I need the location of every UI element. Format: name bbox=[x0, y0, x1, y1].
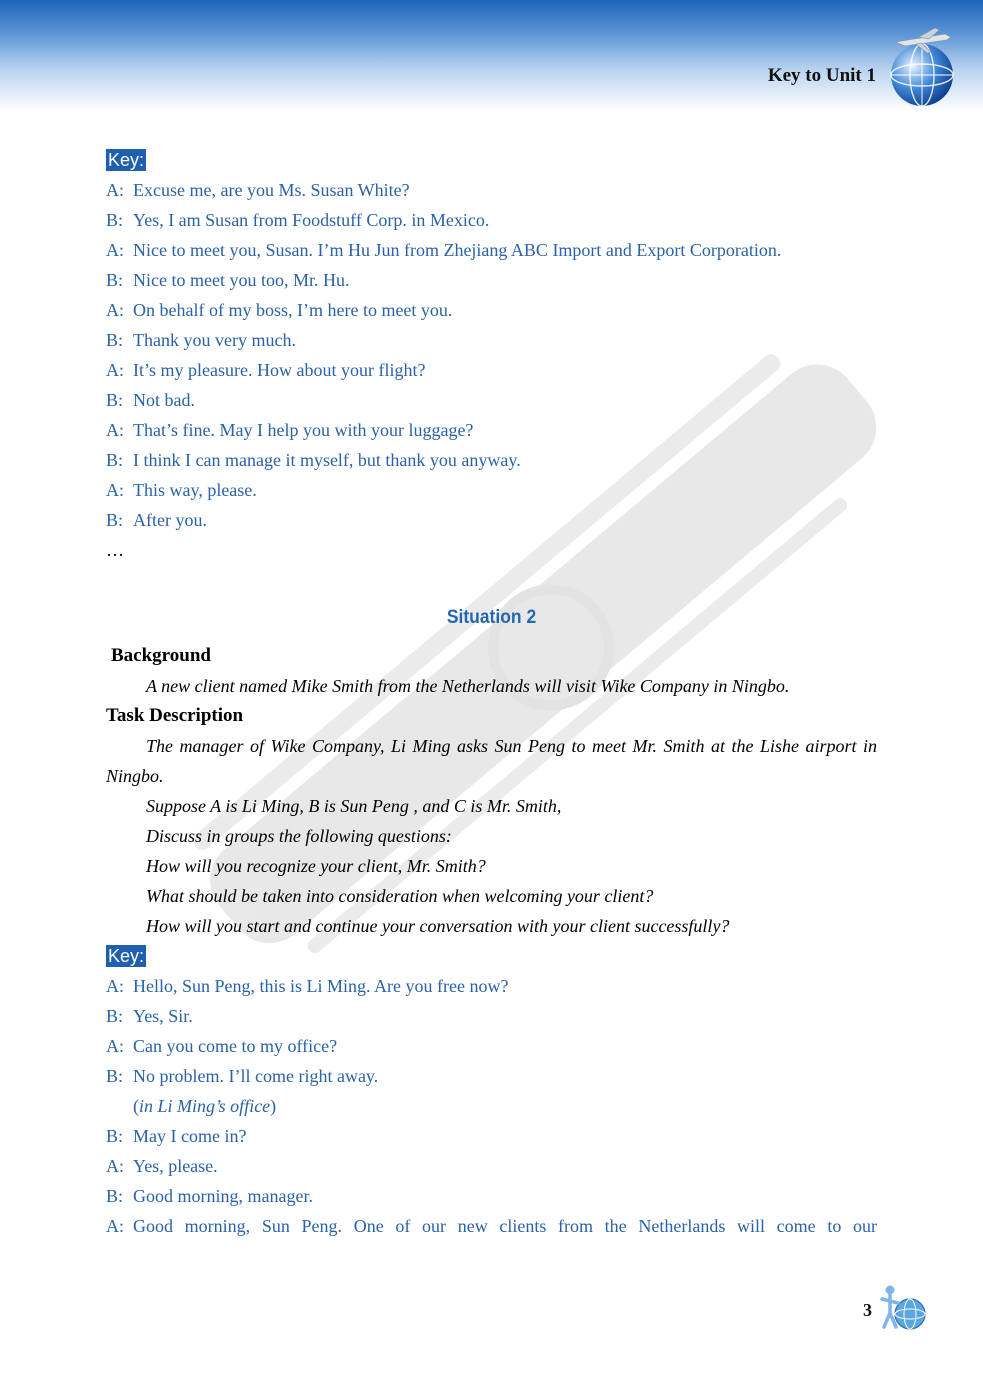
dialogue-line bbox=[106, 325, 877, 355]
speaker-label: B: bbox=[106, 450, 124, 470]
dialogue-text: Nice to meet you too, Mr. Hu. bbox=[133, 270, 350, 290]
background-text: A new client named Mike Smith from the Netherlands will visit Wike Company in Ningbo. bbox=[146, 676, 790, 696]
dialogue-text: Hello, Sun Peng, this is Li Ming. Are you free now? bbox=[133, 976, 509, 996]
situation-heading: Situation 2 bbox=[446, 607, 537, 628]
dialogue-text: Good morning, manager. bbox=[133, 1186, 313, 1206]
question-item: How will you recognize your client, Mr. Smith? bbox=[146, 856, 486, 876]
key-label: Key: bbox=[108, 946, 145, 966]
dialogue-2 bbox=[106, 971, 877, 1241]
dialogue-text: Excuse me, are you Ms. Susan White? bbox=[133, 180, 410, 200]
speaker-label: A: bbox=[106, 360, 124, 380]
key-heading-1 bbox=[106, 145, 877, 175]
question-item: What should be taken into consideration when welcoming your client? bbox=[146, 886, 654, 906]
speaker-label: B: bbox=[106, 1066, 124, 1086]
task-title: Task Description bbox=[106, 705, 244, 726]
dialogue-text: Yes, Sir. bbox=[133, 1006, 193, 1026]
dialogue-text: No problem. I’ll come right away. bbox=[133, 1066, 379, 1086]
speaker-label: A: bbox=[106, 300, 124, 320]
dialogue-text: Not bad. bbox=[133, 390, 195, 410]
dialogue-line bbox=[106, 1061, 877, 1091]
speaker-label: A: bbox=[106, 180, 124, 200]
ellipsis: … bbox=[106, 540, 124, 560]
dialogue-line bbox=[106, 1001, 877, 1031]
dialogue-line bbox=[106, 265, 877, 295]
speaker-label: B: bbox=[106, 390, 124, 410]
dialogue-text: Yes, please. bbox=[133, 1156, 218, 1176]
header-band bbox=[0, 0, 983, 112]
speaker-label: A: bbox=[106, 1156, 124, 1176]
question-item: How will you start and continue your conversation with your client successfully? bbox=[146, 916, 730, 936]
dialogue-line bbox=[106, 1121, 877, 1151]
speaker-label: B: bbox=[106, 1126, 124, 1146]
dialogue-line bbox=[106, 415, 877, 445]
background-title: Background bbox=[111, 645, 211, 666]
dialogue-text: Good morning, Sun Peng. One of our new clients from the Netherlands will come to our bbox=[133, 1216, 877, 1236]
globe-with-airplane-icon bbox=[885, 28, 959, 110]
dialogue-line bbox=[106, 205, 877, 235]
speaker-label: A: bbox=[106, 976, 124, 996]
speaker-label: A: bbox=[106, 1216, 124, 1236]
dialogue-text: This way, please. bbox=[133, 480, 257, 500]
stage-direction-text: in Li Ming’s office bbox=[139, 1096, 271, 1116]
running-header-title: Key to Unit 1 bbox=[767, 65, 876, 86]
page-content bbox=[106, 145, 877, 1241]
dialogue-text: Can you come to my office? bbox=[133, 1036, 338, 1056]
speaker-label: B: bbox=[106, 1006, 124, 1026]
dialogue-text: Yes, I am Susan from Foodstuff Corp. in Mexico. bbox=[133, 210, 490, 230]
dialogue-text: May I come in? bbox=[133, 1126, 247, 1146]
figure-with-globe-icon bbox=[876, 1283, 932, 1333]
speaker-label: B: bbox=[106, 330, 124, 350]
key-heading-2 bbox=[106, 941, 877, 971]
dialogue-line bbox=[106, 235, 877, 265]
dialogue-text: Thank you very much. bbox=[133, 330, 296, 350]
dialogue-text: That’s fine. May I help you with your luggage? bbox=[133, 420, 474, 440]
task-text: The manager of Wike Company, Li Ming asks Sun Peng to meet Mr. Smith at the Lishe airport in Ningbo. bbox=[106, 736, 877, 786]
key-label: Key: bbox=[108, 150, 145, 170]
dialogue-line bbox=[106, 445, 877, 475]
suppose-text: Suppose A is Li Ming, B is Sun Peng , and C is Mr. Smith, bbox=[146, 796, 562, 816]
speaker-label: A: bbox=[106, 420, 124, 440]
dialogue-line bbox=[106, 295, 877, 325]
dialogue-line bbox=[106, 1151, 877, 1181]
speaker-label: B: bbox=[106, 210, 124, 230]
dialogue-text: It’s my pleasure. How about your flight? bbox=[133, 360, 426, 380]
dialogue-text: I think I can manage it myself, but thank you anyway. bbox=[133, 450, 521, 470]
dialogue-line bbox=[106, 385, 877, 415]
speaker-label: A: bbox=[106, 1036, 124, 1056]
dialogue-line bbox=[106, 1211, 877, 1241]
speaker-label: B: bbox=[106, 510, 124, 530]
dialogue-line bbox=[106, 971, 877, 1001]
stage-direction: (in Li Ming’s office) bbox=[133, 1096, 277, 1116]
page-number: 3 bbox=[863, 1300, 872, 1320]
dialogue-1 bbox=[106, 175, 877, 565]
speaker-label: A: bbox=[106, 240, 124, 260]
dialogue-line bbox=[106, 475, 877, 505]
dialogue-line bbox=[106, 1181, 877, 1211]
dialogue-line bbox=[106, 1031, 877, 1061]
dialogue-text: Nice to meet you, Susan. I’m Hu Jun from Zhejiang ABC Import and Export Corporation. bbox=[133, 240, 782, 260]
dialogue-text: After you. bbox=[133, 510, 207, 530]
speaker-label: B: bbox=[106, 270, 124, 290]
speaker-label: B: bbox=[106, 1186, 124, 1206]
dialogue-text: On behalf of my boss, I’m here to meet you. bbox=[133, 300, 453, 320]
dialogue-line bbox=[106, 505, 877, 535]
dialogue-line bbox=[106, 175, 877, 205]
speaker-label: A: bbox=[106, 480, 124, 500]
dialogue-line bbox=[106, 355, 877, 385]
discuss-text: Discuss in groups the following questions: bbox=[146, 826, 452, 846]
